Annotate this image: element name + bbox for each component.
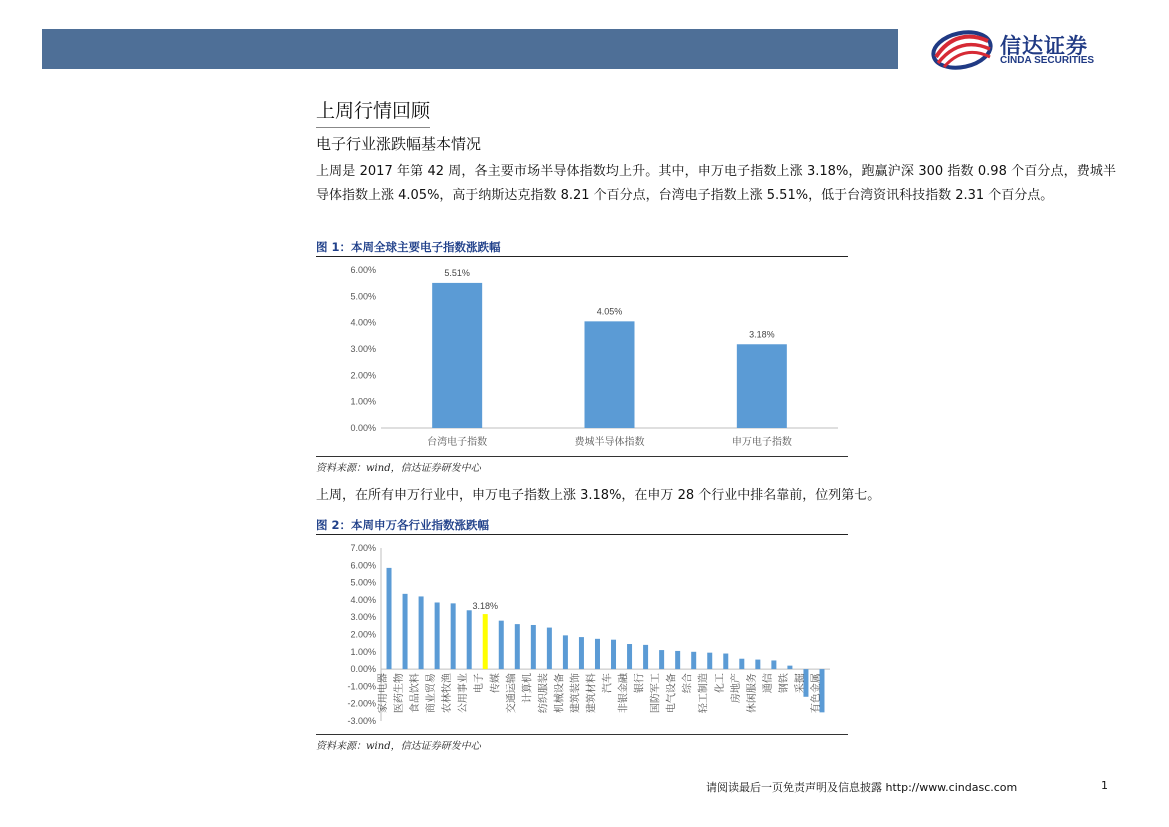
data-label: 5.51% <box>444 267 470 278</box>
category-label: 国防军工 <box>650 673 662 714</box>
category-label: 食品饮料 <box>410 673 422 714</box>
bar <box>467 610 472 669</box>
category-label: 房地产 <box>730 673 742 704</box>
y-tick-label: 0.00% <box>350 423 376 433</box>
y-tick-label: 4.00% <box>350 594 376 605</box>
company-logo <box>930 27 1130 73</box>
y-tick-label: 0.00% <box>350 664 376 675</box>
figure2-top-rule <box>316 534 848 535</box>
figure1-source: 资料来源：wind，信达证券研发中心 <box>316 463 481 474</box>
y-tick-label: 5.00% <box>350 291 376 302</box>
category-label: 电气设备 <box>666 673 678 714</box>
bar <box>739 659 744 669</box>
y-tick-label: -2.00% <box>347 698 376 709</box>
bar <box>563 635 568 669</box>
y-tick-label: 2.00% <box>350 370 376 381</box>
bar <box>515 624 520 669</box>
bar <box>483 614 488 669</box>
category-label: 银行 <box>634 673 646 694</box>
bar <box>643 645 648 669</box>
bar <box>585 321 635 428</box>
figure2-source: 资料来源：wind，信达证券研发中心 <box>316 741 481 752</box>
category-label: 纺织服装 <box>538 673 550 714</box>
bar <box>675 651 680 669</box>
figure1-caption: 图 1：本周全球主要电子指数涨跌幅 <box>316 240 501 254</box>
bar <box>691 652 696 669</box>
page-number: 1 <box>1101 779 1108 792</box>
category-label: 公用事业 <box>458 673 470 714</box>
category-label: 计算机 <box>522 673 534 704</box>
highlight-data-label: 3.18% <box>472 601 498 612</box>
y-tick-label: 4.00% <box>350 317 376 328</box>
bar <box>737 344 787 428</box>
figure2-caption: 图 2：本周申万各行业指数涨跌幅 <box>316 518 490 532</box>
bar <box>627 644 632 669</box>
category-label: 非银金融 <box>618 673 630 714</box>
footer-disclaimer: 请阅读最后一页免责声明及信息披露 http://www.cindasc.com <box>706 781 1018 794</box>
y-tick-label: -3.00% <box>347 716 376 726</box>
category-label: 通信 <box>762 673 774 694</box>
category-label: 家用电器 <box>378 673 390 714</box>
bar <box>659 650 664 669</box>
bar <box>787 666 792 669</box>
y-tick-label: 7.00% <box>350 543 376 553</box>
y-tick-label: 3.00% <box>350 612 376 623</box>
category-label: 医药生物 <box>394 673 406 714</box>
category-label: 建筑材料 <box>586 673 598 714</box>
bar <box>387 568 392 669</box>
y-tick-label: 5.00% <box>350 577 376 588</box>
category-label: 采掘 <box>794 673 806 694</box>
y-tick-label: -1.00% <box>347 681 376 692</box>
bar <box>707 653 712 669</box>
category-label: 轻工制造 <box>698 673 710 714</box>
category-label: 传媒 <box>490 673 502 694</box>
y-tick-label: 3.00% <box>350 344 376 354</box>
bar <box>531 625 536 669</box>
bar <box>595 639 600 669</box>
y-tick-label: 2.00% <box>350 629 376 640</box>
bar <box>435 602 440 669</box>
logo-name-en: CINDA SECURITIES <box>1000 55 1095 66</box>
header-bar <box>42 29 898 69</box>
bar <box>451 603 456 669</box>
category-label: 交通运输 <box>506 673 518 714</box>
bar <box>755 660 760 670</box>
category-label: 汽车 <box>602 673 614 694</box>
category-label: 钢铁 <box>778 673 790 694</box>
paragraph-summary: 上周是 2017 年第 42 周，各主要市场半导体指数均上升。其中，申万电子指数上涨 3.18%，跑赢沪深 300 指数 0.98 个百分点，费城半导体指数上涨 4.05%，高于纳斯达克指数 8.21 个百分点，台湾电子指数上涨 5.51%，低于台湾资讯科技指数 2.31 个百分点。 <box>316 164 1116 203</box>
chart-sw-industry-indices <box>316 536 848 732</box>
bar <box>432 283 482 428</box>
bar <box>771 660 776 669</box>
category-label: 休闲服务 <box>746 673 758 714</box>
logo-mark-icon <box>930 27 996 73</box>
category-label: 机械设备 <box>554 673 566 714</box>
bar <box>579 637 584 669</box>
logo-name-cn: 信达证券 <box>1000 34 1088 58</box>
chart-global-electronic-indices <box>316 258 848 454</box>
category-label: 申万电子指数 <box>731 437 792 448</box>
category-label: 建筑装饰 <box>570 673 582 714</box>
bar <box>611 640 616 669</box>
data-label: 4.05% <box>596 306 623 317</box>
category-label: 农林牧渔 <box>442 673 454 714</box>
figure1-bottom-rule <box>316 456 848 457</box>
bar <box>547 628 552 670</box>
data-label: 3.18% <box>749 329 775 340</box>
bar <box>403 594 408 669</box>
bar <box>419 596 424 669</box>
category-label: 商业贸易 <box>426 673 438 714</box>
sub-title: 电子行业涨跌幅基本情况 <box>316 135 482 153</box>
paragraph-ranking: 上周，在所有申万行业中，申万电子指数上涨 3.18%，在申万 28 个行业中排名靠前，位列第七。 <box>316 488 881 503</box>
figure1-top-rule <box>316 256 848 257</box>
bar <box>499 621 504 669</box>
y-tick-label: 6.00% <box>350 560 376 571</box>
y-tick-label: 6.00% <box>350 265 376 275</box>
figure2-bottom-rule <box>316 734 848 735</box>
category-label: 有色金属 <box>810 673 822 714</box>
y-tick-label: 1.00% <box>350 646 376 657</box>
category-label: 电子 <box>474 673 486 694</box>
category-label: 化工 <box>714 673 726 694</box>
section-title: 上周行情回顾 <box>316 96 430 128</box>
bar <box>723 654 728 670</box>
y-tick-label: 1.00% <box>350 396 376 407</box>
category-label: 台湾电子指数 <box>427 437 488 448</box>
category-label: 综合 <box>682 673 694 694</box>
category-label: 费城半导体指数 <box>574 437 645 448</box>
